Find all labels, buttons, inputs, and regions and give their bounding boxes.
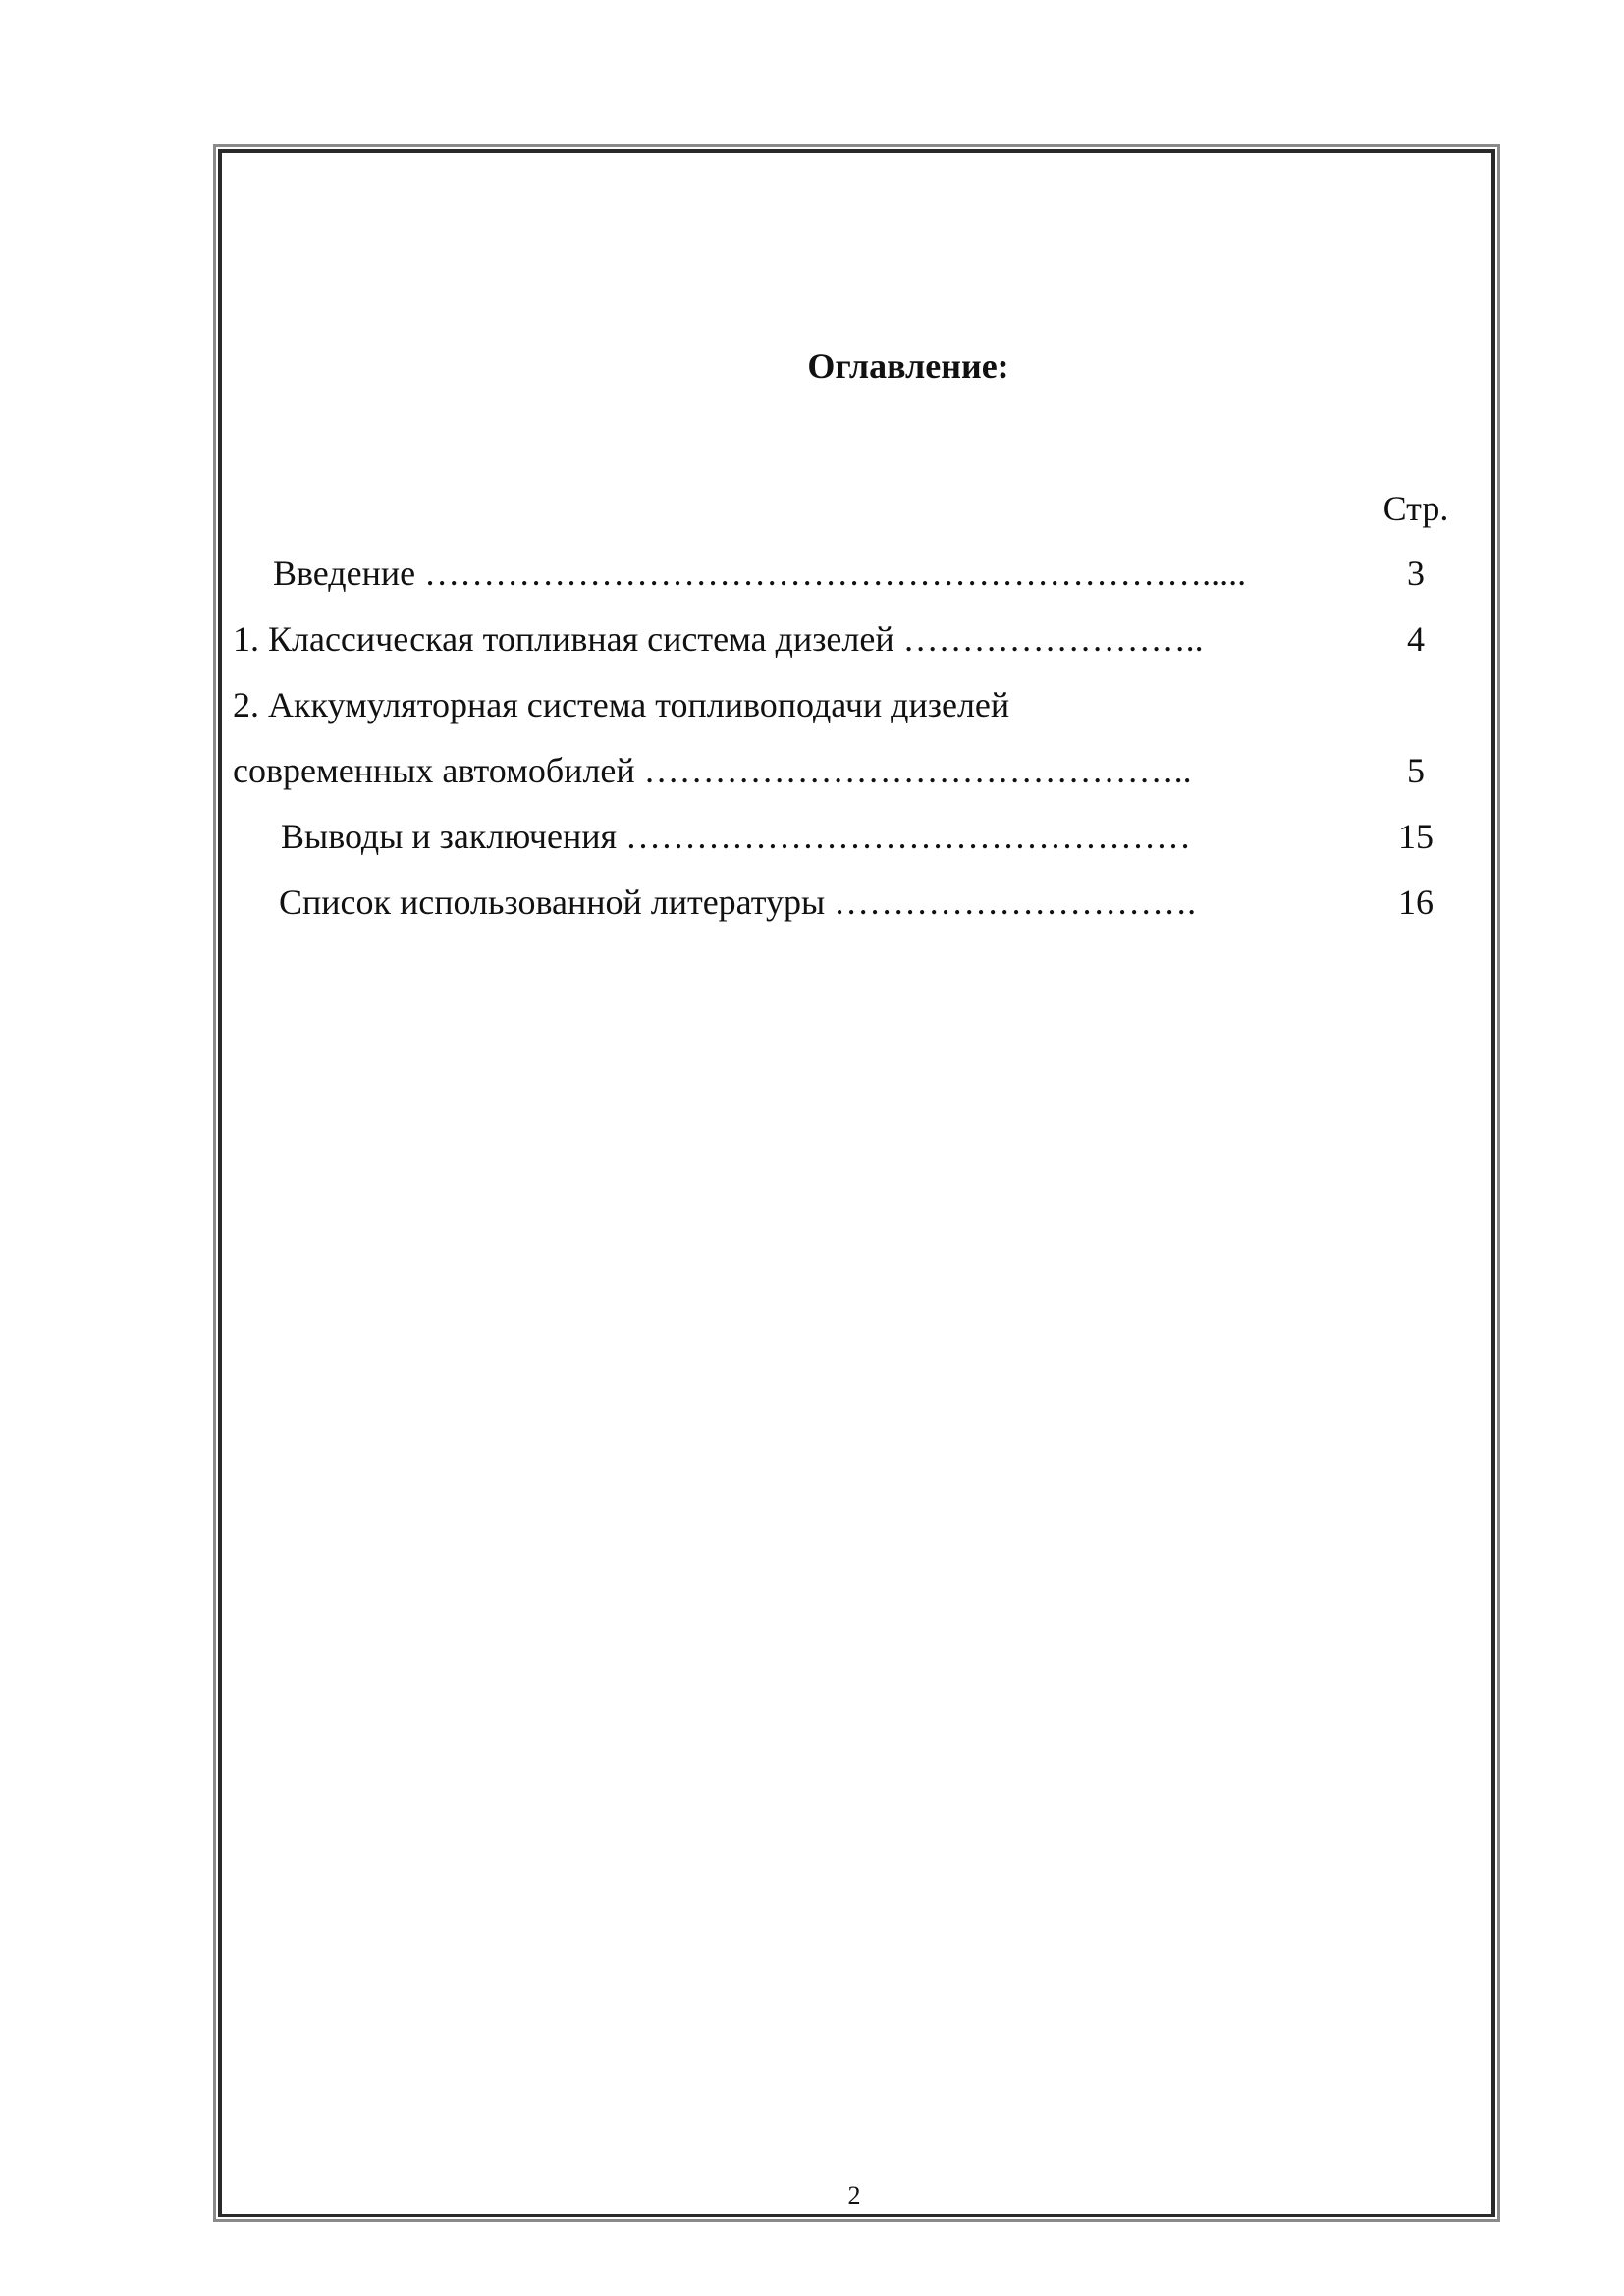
toc-entry-chapter-2-line2: современных автомобилей ……………………………………….. <box>233 751 1192 790</box>
toc-entry-introduction-page: 3 <box>1407 554 1425 593</box>
page-column-label: Стр. <box>1382 489 1449 528</box>
page-frame-inner <box>218 149 1495 2217</box>
toc-entry-chapter-1: 1. Классическая топливная система дизелей …………………….. <box>233 619 1204 659</box>
toc-heading: Оглавление: <box>807 347 1009 386</box>
toc-entry-chapter-2-page: 5 <box>1407 751 1425 790</box>
toc-entry-conclusions-page: 15 <box>1398 817 1434 856</box>
toc-entry-references: Список использованной литературы …………………………. <box>279 882 1197 922</box>
toc-entry-references-page: 16 <box>1398 882 1434 922</box>
toc-entry-chapter-1-page: 4 <box>1407 619 1425 659</box>
toc-entry-conclusions: Выводы и заключения ………………………………………… <box>281 817 1192 856</box>
page-number: 2 <box>847 2181 861 2210</box>
toc-entry-introduction: Введение …………………………………………………………..... <box>273 554 1247 593</box>
toc-entry-chapter-2-line1: 2. Аккумуляторная система топливоподачи дизелей <box>233 685 1010 724</box>
